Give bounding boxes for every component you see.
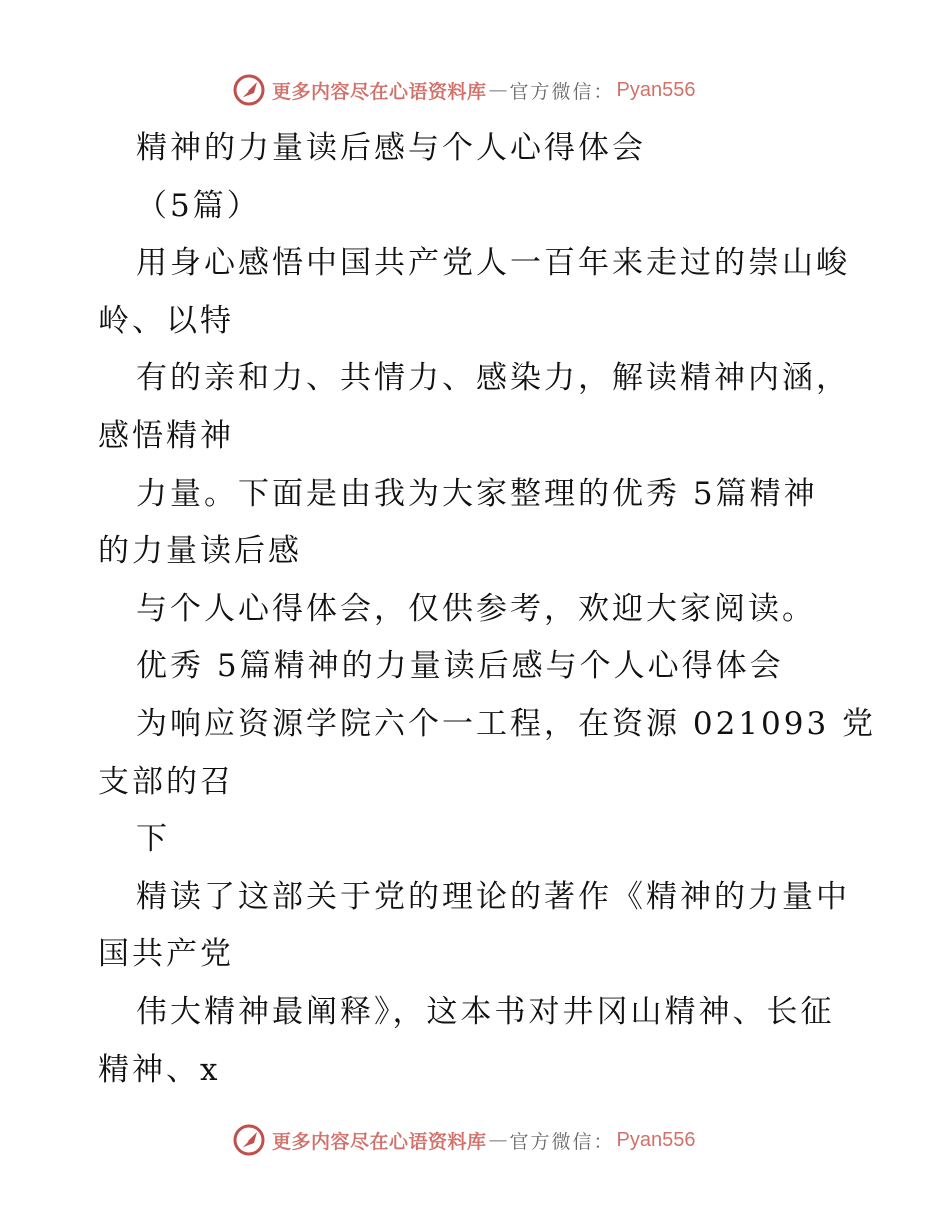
quill-logo-icon <box>232 73 266 107</box>
watermark-wechat-id: Pyan556 <box>616 1128 696 1151</box>
section-heading: 优秀 5篇精神的力量读后感与个人心得体会 <box>136 648 784 685</box>
text-line: 为响应资源学院六个一工程，在资源 021093 党 <box>136 705 877 742</box>
text-line: 岭、以特 <box>98 302 234 339</box>
watermark-official-label: 官方微信： <box>509 1130 615 1153</box>
text-line: 力量。下面是由我为大家整理的优秀 5篇精神 <box>136 475 818 512</box>
document-body <box>98 120 877 1099</box>
watermark-footer <box>232 1120 696 1160</box>
watermark-site-name: 更多内容尽在心语资料库 <box>272 1130 487 1153</box>
watermark-official-label: 官方微信： <box>509 80 615 103</box>
text-line: 国共产党 <box>98 936 234 973</box>
document-title: 精神的力量读后感与个人心得体会 <box>136 130 646 166</box>
text-line: 的力量读后感 <box>98 533 302 570</box>
text-line: 感悟精神 <box>98 417 234 454</box>
quill-logo-icon <box>232 1123 266 1157</box>
text-line: 精神、x <box>98 1051 221 1088</box>
text-line: 与个人心得体会，仅供参考，欢迎大家阅读。 <box>136 590 816 627</box>
text-line: 精读了这部关于党的理论的著作《精神的力量中 <box>136 878 850 915</box>
text-line: 有的亲和力、共情力、感染力，解读精神内涵， <box>136 360 850 397</box>
watermark-wechat-id: Pyan556 <box>616 78 696 101</box>
text-line: 伟大精神最阐释》，这本书对井冈山精神、长征 <box>136 993 835 1030</box>
watermark-header <box>232 70 696 110</box>
text-line: 支部的召 <box>98 763 234 800</box>
text-line: 下 <box>136 821 170 858</box>
watermark-site-name: 更多内容尽在心语资料库 <box>272 80 487 103</box>
watermark-separator: — <box>488 1129 508 1151</box>
text-line: 用身心感悟中国共产党人一百年来走过的崇山峻 <box>136 245 850 282</box>
document-subtitle: （5篇） <box>136 187 261 224</box>
watermark-separator: — <box>488 79 508 101</box>
